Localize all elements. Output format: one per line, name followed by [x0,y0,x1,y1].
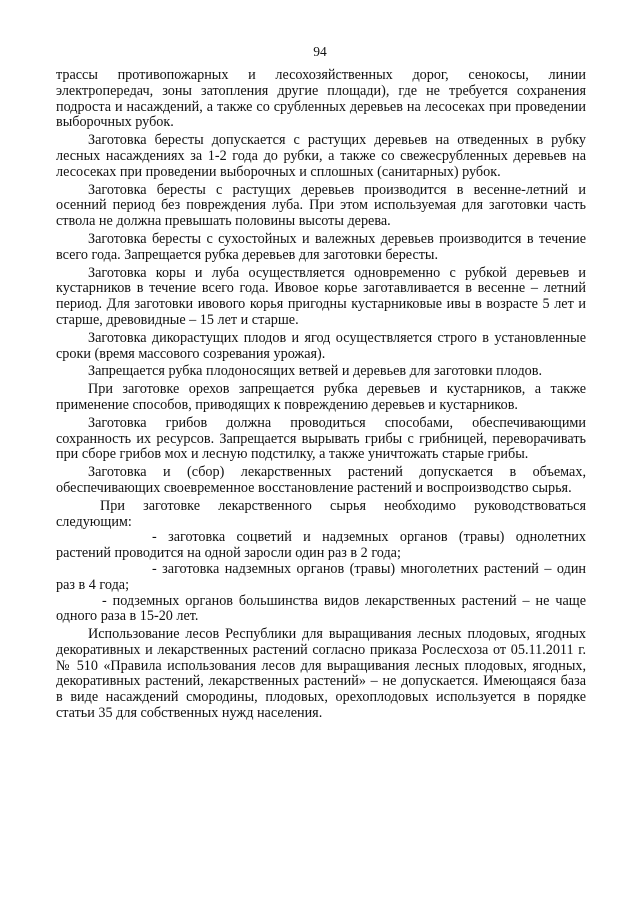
paragraph-8: При заготовке орехов запрещается рубка деревьев и кустарников, а также применение способов, приводящих к повреждению деревьев и кустарников. [56,381,586,413]
paragraph-4: Заготовка бересты с сухостойных и валежных деревьев производится в течение всего года. Запрещается рубка деревьев для заготовки бересты. [56,230,586,263]
paragraph-10: Заготовка и (сбор) лекарственных растений допускается в объемах, обеспечивающих своевременное восстановление растений и воспроизводство сырья. [56,464,586,496]
paragraph-5: Заготовка коры и луба осуществляется одновременно с рубкой деревьев и кустарников в течение всего года. Ивовое корье заготавливается в весенне – летний период. Для заготовки ивового корья пригодны кустарниковые ивы в возрасте 5 лет и старше, древовидные – 15 лет и старше. [56,264,586,328]
paragraph-3: Заготовка бересты с растущих деревьев производится в весенне-летний и осенний период без повреждения луба. При этом используемая для заготовки часть ствола не должна превышать половины высоты дерева. [56,181,586,230]
paragraph-2: Заготовка бересты допускается с растущих деревьев на отведенных в рубку лесных насаждениях за 1-2 года до рубки, а также со свежесрубленных деревьев на лесосеках при проведении выборочных и сплошных (санитарных) рубок. [56,132,586,180]
paragraph-9: Заготовка грибов должна проводиться способами, обеспечивающими сохранность их ресурсов. Запрещается вырывать грибы с грибницей, переворачивать при сборе грибов мох и лесную подстилку, а также уничтожать старые грибы. [56,414,586,463]
paragraph-12: Использование лесов Республики для выращивания лесных плодовых, ягодных декоративных и лекарственных растений согласно приказа Рослесхоза от 05.11.2011 г. № 510 «Правила использования лесов для выращивания лесных плодовых, ягодных, декоративных растений, лекарственных растений» – не допускается. Имеющаяся база в виде насаждений смородины, плодовых, орехоплодовых используется в порядке статьи 35 для собственных нужд населения. [56,626,586,722]
paragraph-11: При заготовке лекарственного сырья необходимо руководствоваться следующим: [56,497,586,530]
paragraph-6: Заготовка дикорастущих плодов и ягод осуществляется строго в установленные сроки (время массового созревания урожая). [56,329,586,362]
list-item-3: - подземных органов большинства видов лекарственных растений – не чаще одного раза в 15-20 лет. [56,592,586,625]
body-text [56,68,586,722]
paragraph-7: Запрещается рубка плодоносящих ветвей и деревьев для заготовки плодов. [88,363,543,380]
paragraph-1: трассы противопожарных и лесохозяйственных дорог, сенокосы, линии электропередач, зоны затопления другие площади), где не требуется сохранения подроста и насаждений, а также со срубленных деревьев на лесосеках при проведении выборочных рубок. [56,67,586,131]
page-number: 94 [313,44,327,59]
list-item-2: - заготовка надземных органов (травы) многолетних растений – один раз в 4 года; [56,560,586,593]
list-item-1: - заготовка соцветий и надземных органов (травы) однолетних растений проводится на одной заросли один раз в 2 года; [56,529,586,562]
